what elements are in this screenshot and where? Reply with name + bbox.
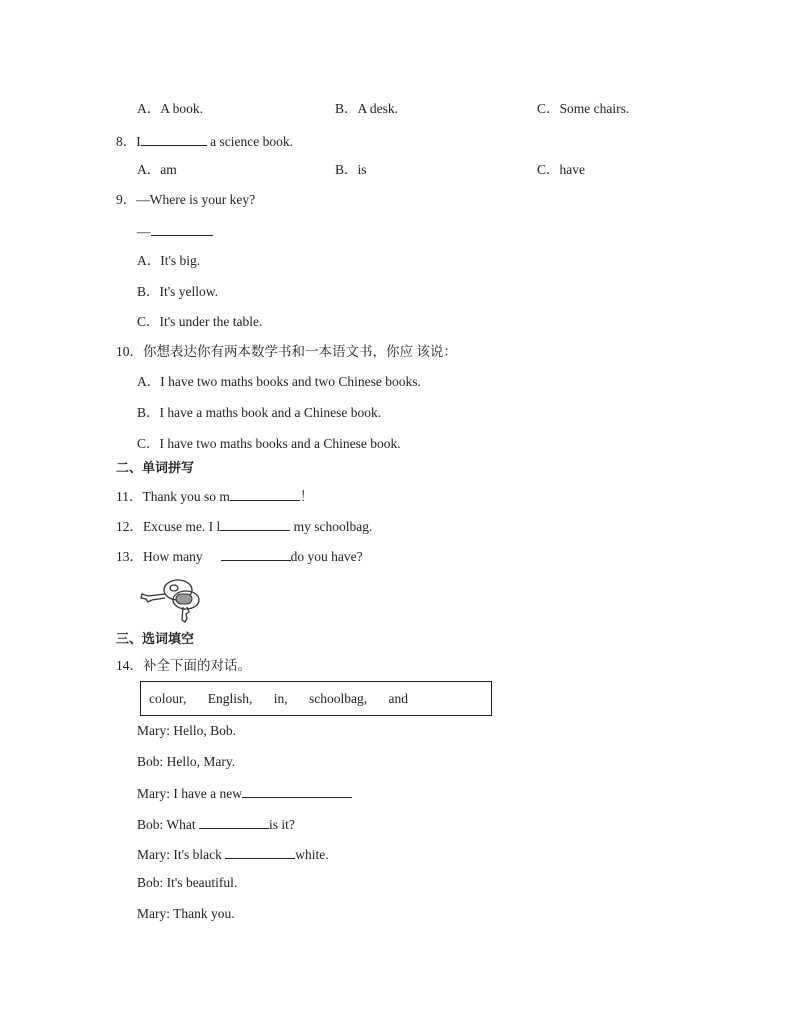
q9-question: 9．—Where is your key? — [116, 192, 256, 207]
q11-question — [116, 486, 313, 506]
word-bank-box — [140, 681, 492, 716]
q14-question: 14．补全下面的对话。 — [116, 658, 251, 673]
q9-dash: — — [137, 224, 151, 239]
dialogue-blank[interactable] — [242, 783, 352, 798]
word-bank-item: English, — [207, 691, 253, 706]
q9-answer-line — [137, 221, 213, 241]
dialogue-line-suffix: white. — [295, 847, 329, 862]
q12-blank[interactable] — [220, 516, 290, 531]
q10-option-c: C．I have two maths books and a Chinese book. — [137, 436, 401, 451]
q9-option-b: B．It's yellow. — [137, 284, 219, 299]
word-bank-item: colour, — [149, 691, 187, 706]
section3-title: 三、选词填空 — [116, 632, 195, 647]
q9-blank[interactable] — [151, 221, 213, 236]
word-bank-item: in, — [273, 691, 288, 706]
q11-blank[interactable] — [230, 486, 300, 501]
q7-option-a: A．A book. — [137, 101, 204, 116]
q8-option-a: A．am — [137, 162, 177, 177]
q8-prefix: 8．I — [116, 134, 141, 149]
keys-icon — [138, 576, 208, 624]
dialogue-line — [137, 814, 295, 834]
q7-option-b: B．A desk. — [335, 101, 399, 116]
dialogue-line: Bob: Hello, Mary. — [137, 754, 236, 769]
dialogue-blank[interactable] — [225, 844, 295, 859]
q13-blank[interactable] — [221, 546, 291, 561]
q13-prefix: 13．How many — [116, 549, 203, 564]
q8-option-b: B．is — [335, 162, 367, 177]
q11-suffix: ！ — [299, 489, 314, 504]
dialogue-blank[interactable] — [199, 814, 269, 829]
q9-option-c: C．It's under the table. — [137, 314, 263, 329]
q13-question — [116, 546, 363, 566]
q12-suffix: my schoolbag. — [290, 519, 373, 534]
dialogue-line: Mary: Thank you. — [137, 906, 235, 921]
q7-option-c: C．Some chairs. — [537, 101, 630, 116]
q8-suffix: a science book. — [206, 134, 293, 149]
q10-question: 10．你想表达你有两本数学书和一本语文书，你应 该说： — [116, 344, 457, 359]
q10-option-b: B．I have a maths book and a Chinese book. — [137, 405, 382, 420]
dialogue-line — [137, 783, 352, 803]
section2-title: 二、单词拼写 — [116, 461, 195, 476]
dialogue-line: Bob: It's beautiful. — [137, 875, 238, 890]
word-bank-item: and — [388, 691, 408, 706]
dialogue-line-prefix: Mary: I have a new — [137, 786, 242, 801]
word-bank — [149, 690, 426, 708]
q8-question — [116, 131, 293, 151]
dialogue-line: Mary: Hello, Bob. — [137, 723, 236, 738]
dialogue-line-suffix: is it? — [269, 817, 295, 832]
dialogue-line — [137, 844, 329, 864]
q12-question — [116, 516, 372, 536]
q11-prefix: 11．Thank you so m — [116, 489, 230, 504]
q13-suffix: do you have? — [290, 549, 363, 564]
q8-blank[interactable] — [141, 131, 207, 146]
q9-option-a: A．It's big. — [137, 253, 201, 268]
q10-option-a: A．I have two maths books and two Chinese books. — [137, 374, 421, 389]
dialogue-line-prefix: Bob: What — [137, 817, 199, 832]
q12-prefix: 12．Excuse me. I l — [116, 519, 221, 534]
q8-option-c: C．have — [537, 162, 585, 177]
word-bank-item: schoolbag, — [308, 691, 368, 706]
dialogue-line-prefix: Mary: It's black — [137, 847, 226, 862]
